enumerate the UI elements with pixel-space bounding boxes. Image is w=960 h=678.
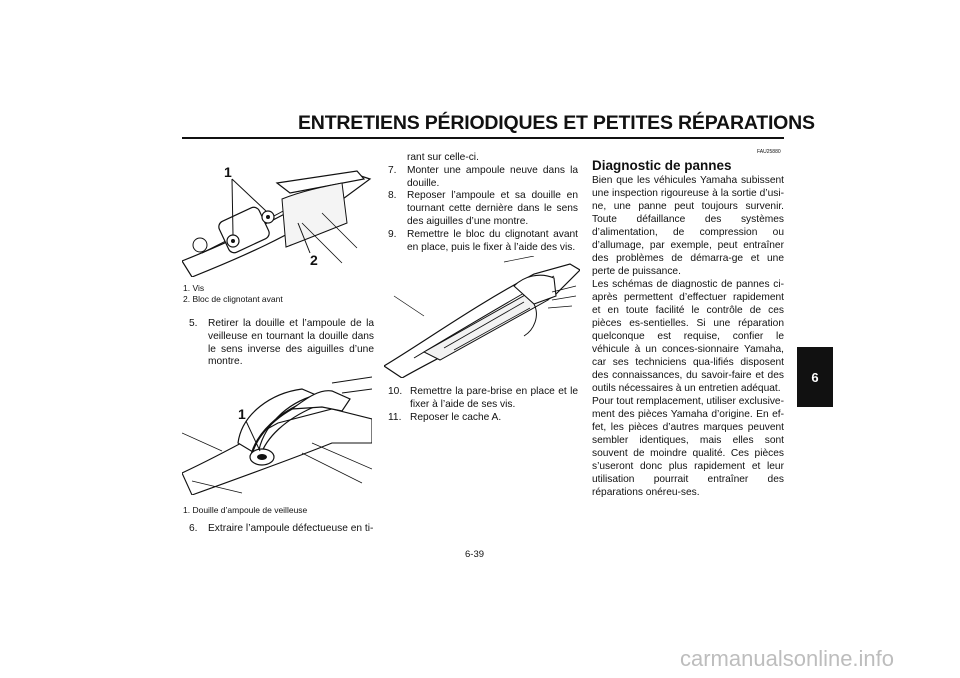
caption-figure2 [183,505,373,516]
list-item [388,165,578,191]
step-number: 6. [189,523,198,534]
step-text: Retirer la douille et l’ampoule de la veilleuse en tournant la douille dans le sens inverse des aiguilles d’une montre. [208,318,374,368]
step-number: 8. [388,190,397,202]
step-number: 10. [388,386,403,397]
section-body [592,174,784,499]
list-item [388,190,578,228]
step-text: Extraire l’ampoule défectueuse en ti- [208,523,374,534]
figure1-callout-2: 2 [310,252,318,268]
list-item [388,229,578,255]
section-title: Diagnostic de pannes [592,158,732,173]
column1-steps-a [189,318,374,369]
header-rule [182,137,784,139]
step-text: Reposer l’ampoule et sa douille en tournant cette dernière dans le sens des aiguilles d’une montre. [407,190,578,227]
step-text: Remettre le bloc du clignotant avant en place, puis le fixer à l’aide des vis. [407,228,578,253]
section-tab: 6 [797,347,833,407]
list-item [388,412,578,425]
step-number: 9. [388,228,397,240]
page-number: 6-39 [465,549,485,560]
list-item [189,318,374,369]
step-text: Reposer le cache A. [410,411,502,423]
figure-turn-signal-refit [384,256,580,378]
reference-code: FAU25880 [757,149,781,155]
column2-steps-b [388,386,578,424]
figure2-callout-1: 1 [238,406,246,422]
step-text: Monter une ampoule neuve dans la douille. [407,164,578,189]
column2-steps-a [388,152,578,254]
figure-turn-signal-screws [182,153,372,277]
step-text: Remettre la pare-brise en place et le fixer à l’aide de ses vis. [410,386,578,410]
paragraph: Bien que les véhicules Yamaha subissent une inspection rigoureuse à la sortie d’usi-ne, une panne peut toujours survenir. Toute défaillance des systèmes d’alimentation, de compression ou d’allumage, par exemple, peut entraîner des problèmes de démarra-ge et une perte de puissance. [592,175,784,277]
step-number: 5. [189,318,198,329]
paragraph: Les schémas de diagnostic de pannes ci-après permettent d’effectuer rapidement et en toute facilité le contrôle de ces pièces es-sentielles. Si une réparation quelconque est requise, confier le véhicule à un conces-sionnaire Yamaha, car ses techniciens qua-lifiés disposent des connaissances, du savoir-faire et des outils nécessaires à un entretien adéquat. [592,279,784,394]
caption-item: 1. Douille d’ampoule de veilleuse [183,505,308,515]
figure1-callout-1: 1 [224,164,232,180]
column1-steps-b [189,523,374,536]
figure-parking-light-socket [182,373,372,495]
watermark: carmanualsonline.info [680,646,895,671]
list-item [189,523,374,536]
caption-item: 2. Bloc de clignotant avant [183,294,283,304]
list-item [388,386,578,412]
caption-item: 1. Vis [183,283,205,293]
caption-figure1 [183,283,373,305]
step-number: 11. [388,411,402,423]
paragraph: Pour tout remplacement, utiliser exclusive-ment des pièces Yamaha d’origine. En ef-fet, les pièces d’autres marques peuvent sembler identiques, mais elles sont souvent de moindre qualité. Ces pièces s’useront donc plus rapidement et leur utilisation pourrait entraîner des réparations onéreu-ses. [592,396,784,498]
page-title: ENTRETIENS PÉRIODIQUES ET PETITES RÉPARATIONS [298,112,815,134]
step-continuation: rant sur celle-ci. [407,152,479,163]
step-number: 7. [388,164,397,176]
